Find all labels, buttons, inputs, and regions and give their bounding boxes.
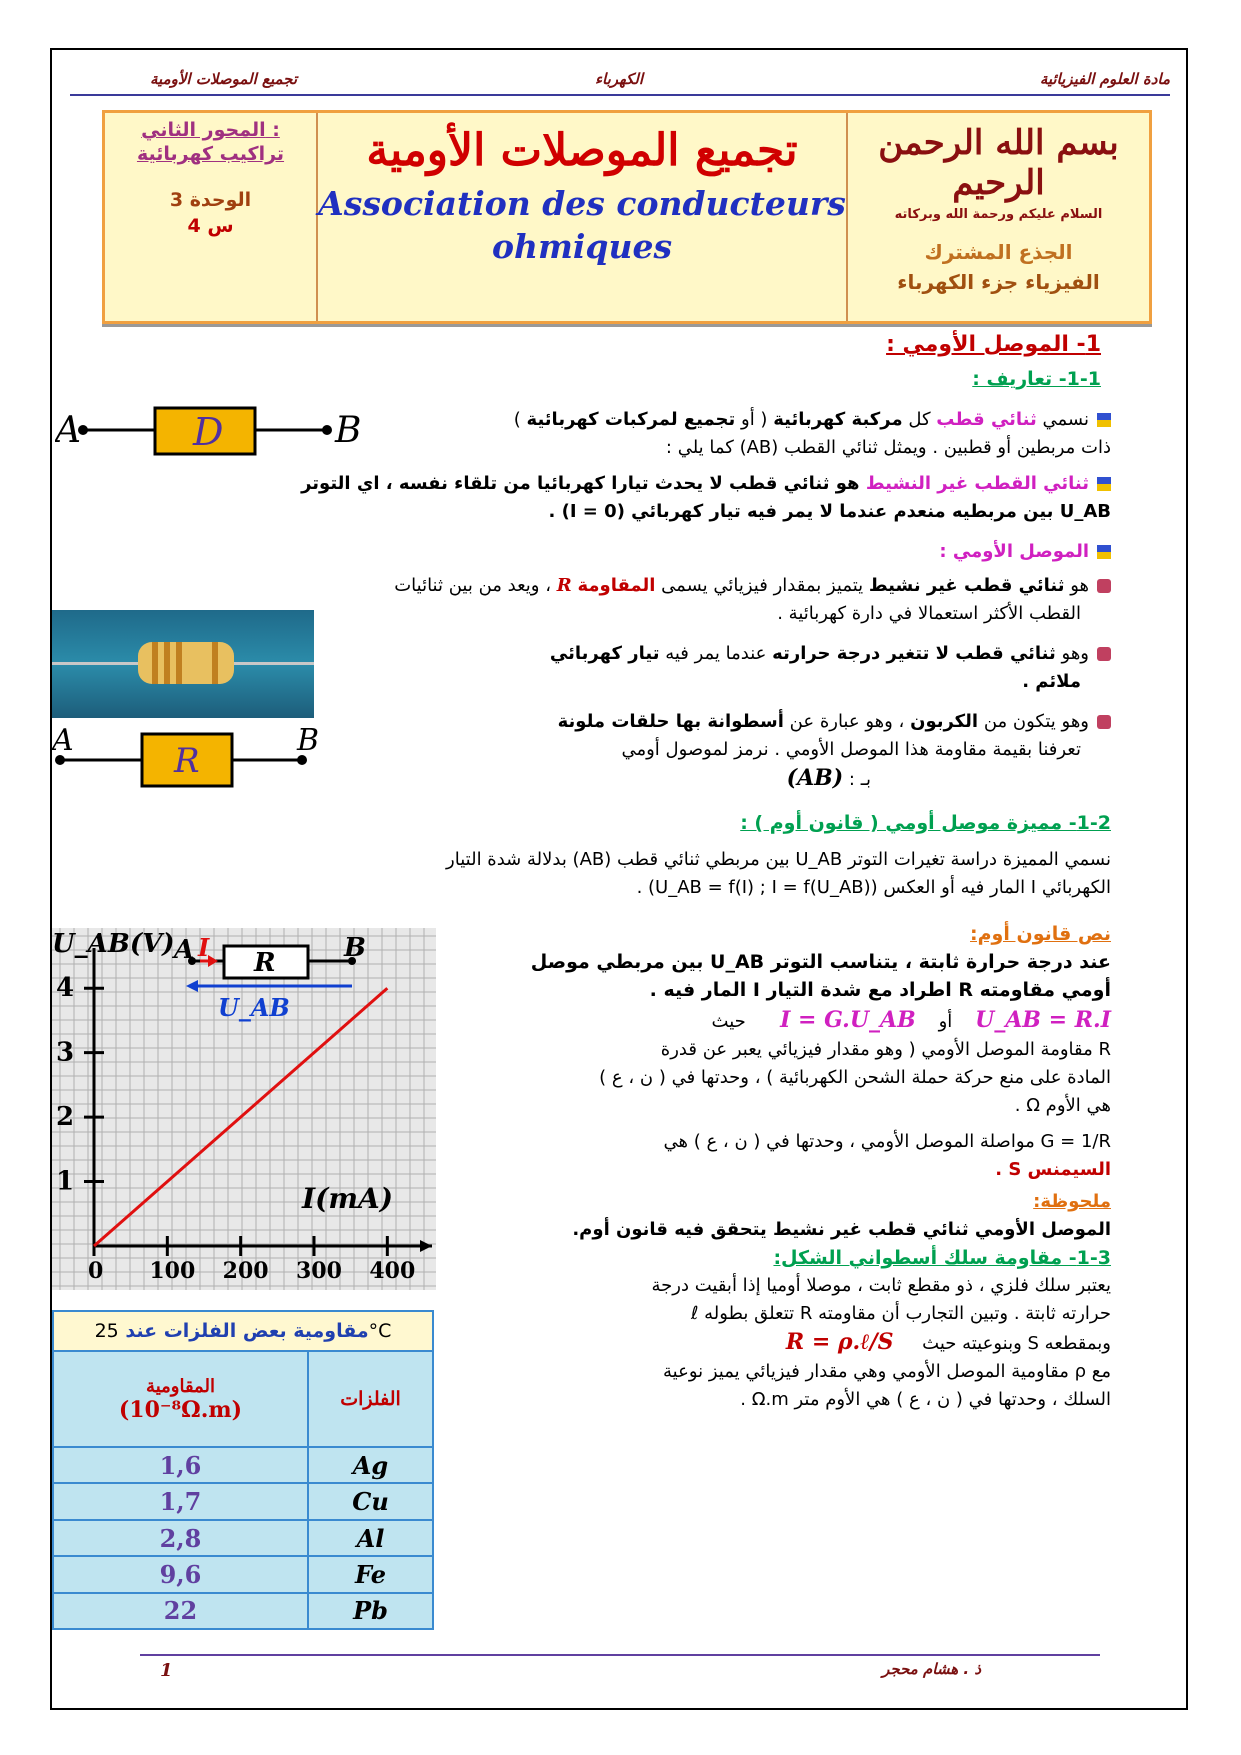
- unit-label: الوحدة 3: [169, 189, 252, 211]
- p4-line2: القطب الأكثر استعمالا في دارة كهربائية .: [777, 603, 1081, 624]
- footer-author: ذ . هشام محجر: [882, 1660, 981, 1678]
- y-axis-label: U_AB(V): [52, 929, 175, 959]
- table-col2b: (10⁻⁸Ω.m): [118, 1396, 243, 1423]
- table-title-cell: [53, 1311, 433, 1351]
- section-1-2-title: 1-2- مميزة موصل أومي ( قانون أوم ) :: [740, 812, 1111, 834]
- metal-name: Fe: [308, 1556, 433, 1592]
- p1-f: تجميع لمركبات كهربائية: [526, 409, 736, 430]
- header-right: مادة العلوم الفيزيائية: [1039, 70, 1170, 88]
- y-tick-label: 1: [56, 1166, 75, 1197]
- ohm-g-def2: السيمنس S .: [995, 1159, 1111, 1180]
- ohm-r-def3: هي الأوم Ω .: [1014, 1095, 1111, 1116]
- table-row: [53, 1520, 433, 1556]
- p2-b: هو ثنائي قطب لا يحدث تيارا كهربائيا من تلقاء نفسه ، اي التوتر: [301, 473, 860, 494]
- x-tick-label: 0: [88, 1258, 104, 1284]
- x-tick-label: 300: [296, 1258, 342, 1284]
- x-tick-label: 200: [222, 1258, 269, 1284]
- ohm-r-def2: المادة على منع حركة حملة الشحن الكهربائية ) ، وحدتها في ( ن ، ع ): [599, 1067, 1111, 1088]
- p6-d: أسطوانة بها حلقات ملونة: [557, 711, 784, 732]
- p5-c: عندما يمر فيه: [665, 643, 767, 664]
- ohm-l2: أومي مقاومته R اطراد مع شدة التيار I المار فيه .: [649, 979, 1111, 1001]
- circuit-a: A: [174, 935, 195, 965]
- footer-page: 1: [160, 1660, 173, 1681]
- y-tick-label: 4: [56, 973, 75, 1004]
- ohm-or: أو: [938, 1011, 953, 1032]
- dipole-d: D: [193, 410, 224, 454]
- para-definition-dipole: [371, 406, 1111, 462]
- banner-left: [105, 113, 318, 321]
- footer-rule: [140, 1654, 1100, 1656]
- p6-line2: تعرفنا بقيمة مقاومة هذا الموصل الأومي . نرمز لموصول أومي: [621, 739, 1081, 760]
- basmala: بسم الله الرحمن الرحيم: [878, 123, 1119, 203]
- resistivity-value: 22: [53, 1593, 308, 1629]
- p1-line2: ذات مربطين أو قطبين . ويمثل ثنائي القطب (AB) كما يلي :: [665, 437, 1111, 458]
- p1-c: كل: [908, 409, 931, 430]
- resistor-r: R: [174, 741, 200, 781]
- metal-name: Ag: [308, 1447, 433, 1483]
- resistor-photo: [52, 610, 314, 718]
- level-label: الجذع المشترك: [924, 240, 1073, 264]
- p7-line1: نسمي المميزة دراسة تغيرات التوتر U_AB بين مربطي ثنائي قطب (AB) بدلالة شدة التيار: [446, 849, 1111, 870]
- photo-band: [212, 642, 218, 684]
- para-ohmic-title: [711, 538, 1111, 566]
- header-center: الكهرباء: [595, 70, 644, 88]
- table-header-metals: الفلزات: [308, 1351, 433, 1447]
- p5-line2: ملائم .: [1022, 671, 1081, 692]
- p1-g: ): [513, 409, 521, 430]
- resistivity-table: [52, 1310, 434, 1630]
- note-title: ملحوظة:: [1033, 1191, 1111, 1212]
- x-axis-label: I(mA): [302, 1182, 393, 1215]
- ohm-where: حيث: [711, 1011, 746, 1032]
- s3-l2: حرارته ثابتة . وتبين التجارب أن مقاومته R تتعلق بطوله ℓ: [690, 1303, 1111, 1324]
- p7-line2: الكهربائي I المار فيه أو العكس (U_AB = f(I) ; I = f(U_AB)) .: [636, 877, 1111, 898]
- p5-b: ثنائي قطب لا تتغير درجة حرارته: [772, 643, 1056, 664]
- table-row: [53, 1556, 433, 1592]
- para-characteristic: [101, 846, 1111, 902]
- subject-label: الفيزياء جزء الكهرباء: [897, 270, 1100, 294]
- s3-l5: السلك ، وحدتها في ( ن ، ع ) هي الأوم متر Ω.m .: [740, 1389, 1111, 1410]
- p6-line3: بـ :: [848, 769, 871, 790]
- section-1-1-title: 1-1- تعاريف :: [972, 368, 1101, 390]
- metal-name: Al: [308, 1520, 433, 1556]
- dipole-diagram: [55, 400, 375, 470]
- p4-e: R: [556, 575, 572, 596]
- bullet-icon: [1097, 477, 1111, 491]
- table-temp: 25°C: [94, 1319, 392, 1342]
- s3-l4: مع ρ مقاومية الموصل الأومي وهي مقدار فيزيائي يميز نوعية: [663, 1361, 1111, 1382]
- resistor-a: A: [52, 723, 74, 758]
- ohm-title: نص قانون أوم:: [970, 923, 1111, 945]
- section-1-title: 1- الموصل الأومي :: [886, 332, 1101, 357]
- p1-a: نسمي: [1042, 409, 1089, 430]
- p4-c: يتميز بمقدار فيزيائي يسمى: [661, 575, 864, 596]
- p1-d: مركبة كهربائية: [773, 409, 903, 430]
- ohm-l1: عند درجة حرارة ثابتة ، يتناسب التوتر U_AB بين مربطي موصل: [530, 951, 1111, 973]
- p4-d: المقاومة: [577, 575, 656, 596]
- resistivity-value: 1,7: [53, 1483, 308, 1519]
- p2-a: ثنائي القطب غير النشيط: [865, 473, 1089, 494]
- y-tick-label: 2: [56, 1102, 75, 1133]
- ohm-g-def1: G = 1/R مواصلة الموصل الأومي ، وحدتها في ( ن ، ع ) هي: [663, 1131, 1111, 1152]
- photo-band: [164, 642, 170, 684]
- banner-middle: [318, 113, 848, 321]
- table-row: [53, 1447, 433, 1483]
- table-body: [53, 1447, 433, 1629]
- table-title: مقاومية بعض الفلزات عند: [125, 1319, 369, 1342]
- bullet-icon: [1097, 545, 1111, 559]
- chart-background: [52, 928, 436, 1290]
- header-left: تجميع الموصلات الأومية: [150, 70, 298, 88]
- table-header-resistivity: [53, 1351, 308, 1447]
- p5-a: وهو: [1061, 643, 1089, 664]
- dipole-b: B: [335, 410, 362, 451]
- x-tick-label: 100: [149, 1258, 196, 1284]
- circuit-u: U_AB: [218, 993, 290, 1022]
- p1-b: ثنائي قطب: [936, 409, 1037, 430]
- metal-name: Cu: [308, 1483, 433, 1519]
- banner-right: [848, 113, 1149, 321]
- s3-formula: R = ρ.ℓ/S: [785, 1329, 894, 1355]
- flower-bullet-icon: [1097, 579, 1111, 593]
- metal-name: Pb: [308, 1593, 433, 1629]
- p4-a: هو: [1070, 575, 1089, 596]
- p2-line2: U_AB بين مربطيه منعدم عندما لا يمر فيه تيار كهربائي (I = 0) .: [548, 501, 1111, 522]
- ohm-r-def1: R مقاومة الموصل الأومي ( وهو مقدار فيزيائي يعبر عن قدرة: [660, 1039, 1111, 1060]
- dipole-a: A: [55, 410, 81, 451]
- ohm-law-text: [511, 920, 1111, 1414]
- p3-title: الموصل الأومي :: [939, 541, 1089, 562]
- note-text: الموصل الأومي ثنائي قطب غير نشيط يتحقق فيه قانون أوم.: [572, 1219, 1111, 1240]
- para-passive-dipole: [111, 470, 1111, 526]
- p5-d: تيار كهربائي: [549, 643, 660, 664]
- bullet-icon: [1097, 413, 1111, 427]
- p4-f: ، ويعد من بين ثنائيات: [394, 575, 552, 596]
- p6-a: وهو يتكون من: [983, 711, 1089, 732]
- s3-l1: يعتبر سلك فلزي ، ذو مقطع ثابت ، موصلا أوميا إذا أبقيت درجة: [651, 1275, 1111, 1296]
- table-col2a: المقاومية: [146, 1375, 215, 1397]
- circuit-b: B: [344, 933, 366, 963]
- table-row: [53, 1593, 433, 1629]
- ohm-formula-1: U_AB = R.I: [975, 1007, 1111, 1033]
- ohm-formula-2: I = G.U_AB: [780, 1007, 916, 1033]
- p6-b: الكربون: [910, 711, 979, 732]
- p6-c: ، وهو عبارة عن: [789, 711, 905, 732]
- ohm-law-chart: [52, 928, 436, 1290]
- hours-label: 4 س: [187, 215, 234, 237]
- title-arabic: تجميع الموصلات الأومية: [366, 125, 798, 176]
- y-tick-label: 3: [56, 1037, 75, 1068]
- para-ohmic-carbon: [361, 708, 1111, 794]
- resistivity-value: 9,6: [53, 1556, 308, 1592]
- p1-e: ( أو: [741, 409, 768, 430]
- p4-b: ثنائي قطب غير نشيط: [868, 575, 1065, 596]
- section-1-3-title: 1-3- مقاومة سلك أسطواني الشكل:: [773, 1247, 1111, 1269]
- resistor-symbol-diagram: [52, 722, 322, 792]
- running-header: [70, 70, 1170, 92]
- flower-bullet-icon: [1097, 647, 1111, 661]
- axis-label: المحور الثاني :: [141, 119, 280, 141]
- title-french-1: Association des conducteurs: [318, 184, 846, 223]
- resistivity-value: 1,6: [53, 1447, 308, 1483]
- table-row: [53, 1483, 433, 1519]
- circuit-r: R: [254, 948, 276, 978]
- flower-bullet-icon: [1097, 715, 1111, 729]
- circuit-i: I: [198, 933, 210, 962]
- s3-l3a: وبمقطعه S وبنوعيته حيث: [922, 1333, 1111, 1354]
- photo-band: [176, 642, 182, 684]
- title-french-2: ohmiques: [491, 227, 673, 266]
- title-banner: [102, 110, 1152, 324]
- x-tick-label: 400: [369, 1258, 416, 1284]
- resistivity-value: 2,8: [53, 1520, 308, 1556]
- para-ohmic-temp: [361, 640, 1111, 696]
- photo-band: [152, 642, 158, 684]
- p6-sym: (AB): [786, 765, 844, 791]
- resistor-b: B: [297, 723, 320, 758]
- axis-name: تراكيب كهربائية: [136, 143, 285, 165]
- header-rule: [70, 94, 1170, 96]
- greeting: السلام عليكم ورحمة الله وبركاته: [894, 207, 1103, 222]
